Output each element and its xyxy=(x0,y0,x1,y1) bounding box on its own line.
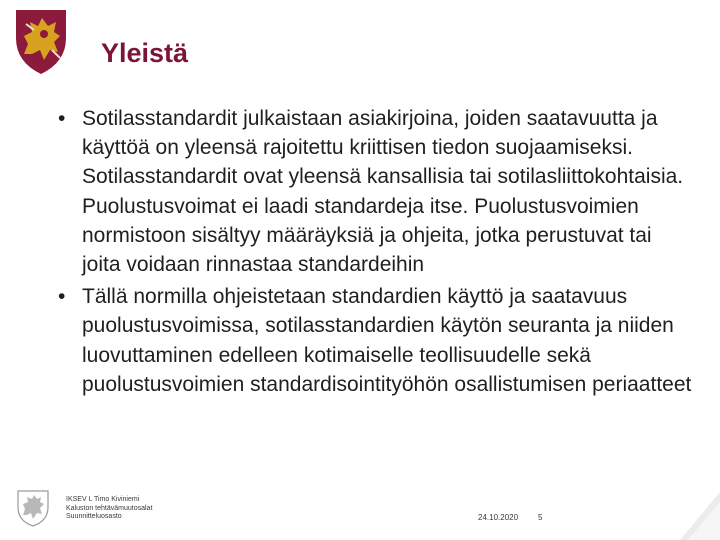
bullet-item xyxy=(54,104,694,279)
footer-org-line: Kaluston tehtävämuutosalat xyxy=(66,504,153,512)
bullet-marker: • xyxy=(58,285,66,309)
footer-org-line: Suunnitteluosasto xyxy=(66,513,122,520)
bullet-marker: • xyxy=(58,107,66,130)
footer-org-line: IKSEV L Timo Kiviniemi xyxy=(66,496,140,503)
bullet-item xyxy=(54,282,694,399)
coat-of-arms-lion-icon xyxy=(12,487,54,527)
coat-of-arms-lion-icon xyxy=(8,4,98,76)
footer-organization xyxy=(66,496,226,522)
corner-fold-icon xyxy=(680,492,720,540)
slide-title: Yleistä xyxy=(101,38,189,68)
bullet-text: Tällä normilla ohjeistetaan standardien käyttö ja saatavuus puolustusvoimissa, sotilasstandardien käytön seuranta ja niiden luovuttaminen edelleen kotimaiselle teollisuudelle sekä puolustusvoimien standardisointityöhön osallistumisen periaatteet xyxy=(82,285,692,396)
bullet-list xyxy=(54,104,694,402)
page-number: 5 xyxy=(538,513,543,522)
footer-date: 24.10.2020 xyxy=(478,513,519,522)
bullet-text: Sotilasstandardit julkaistaan asiakirjoina, joiden saatavuutta ja käyttöä on yleensä rajoitettu kriittisen tiedon suojaamiseksi. Sotilasstandardit ovat yleensä kansallisia tai sotilasliittokohtaisia. Puolustusvoimat ei laadi standardeja itse. Puolustusvoimien normistoon sisältyy määräyksiä ja ohjeita, jotka perustuvat tai joita voidaan rinnastaa standardeihin xyxy=(82,107,684,277)
